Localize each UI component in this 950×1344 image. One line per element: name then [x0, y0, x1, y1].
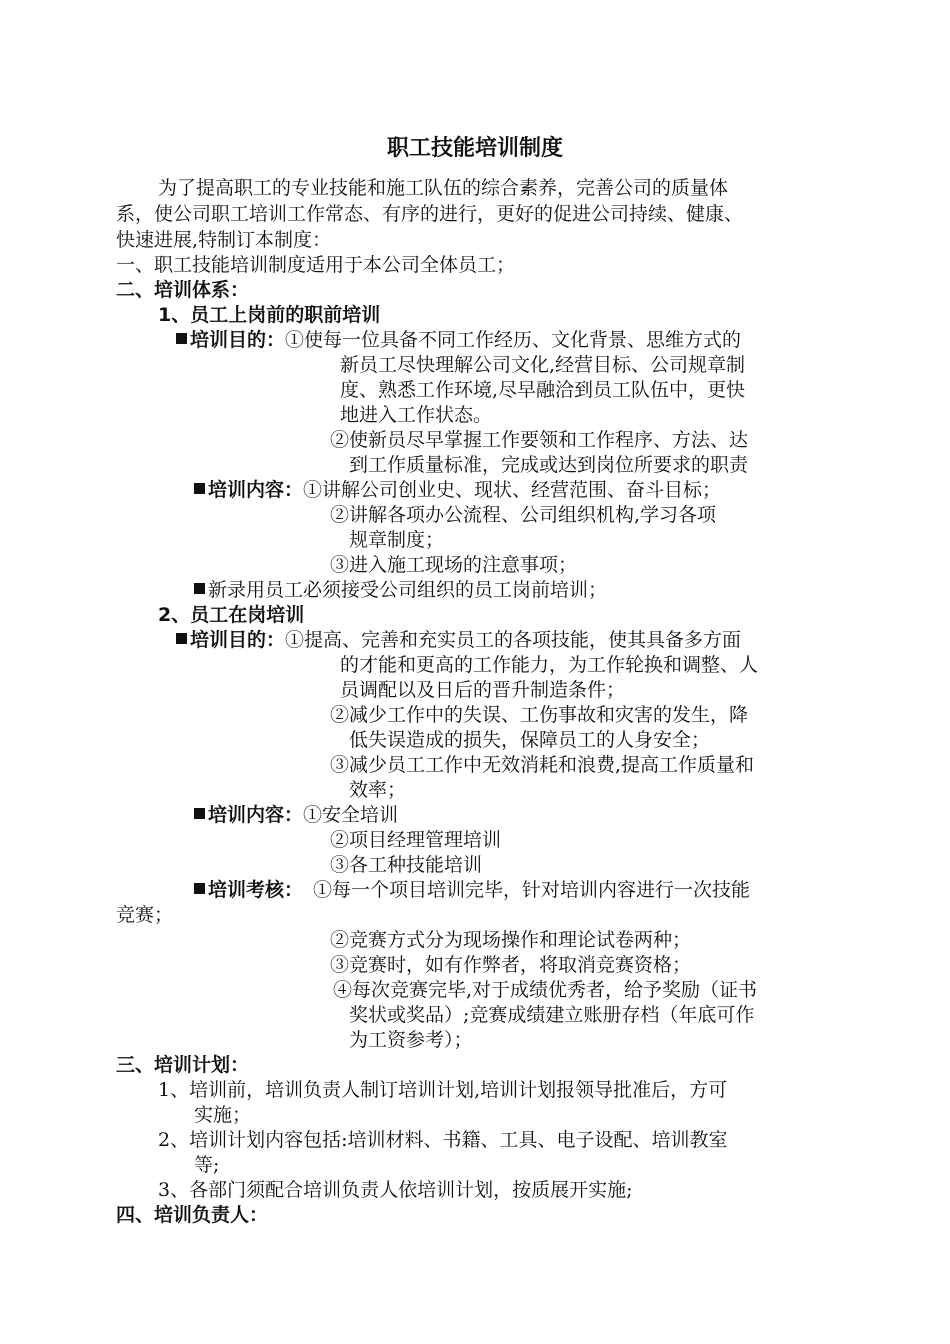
new-hire-text: 新录用员工必须接受公司组织的员工岗前培训；	[208, 579, 608, 601]
square-bullet-icon	[194, 483, 205, 494]
section-2-heading: 二、培训体系：	[116, 279, 250, 301]
square-bullet-icon	[194, 808, 205, 819]
subsection-1-heading: 1、员工上岗前的职前培训	[158, 304, 381, 326]
purpose-2-line: 效率；	[349, 779, 407, 801]
exam-item-4: ④每次竞赛完毕,对于成绩优秀者，给予奖励（证书	[333, 979, 758, 1001]
document-title: 职工技能培训制度	[386, 136, 563, 161]
section-1: 一、职工技能培训制度适用于本公司全体员工；	[116, 254, 516, 276]
purpose-1-line: 到工作质量标准，完成或达到岗位所要求的职责	[349, 454, 749, 476]
purpose-1-item-2: ②使新员尽早掌握工作要领和工作程序、方法、达	[330, 429, 749, 451]
square-bullet-icon	[194, 883, 205, 894]
purpose-1-line: 新员工尽快理解公司文化,经营目标、公司规章制	[340, 354, 746, 376]
content-2-item-3: ③各工种技能培训	[330, 854, 483, 876]
square-bullet-icon	[176, 333, 187, 344]
purpose-1-line: 度、熟悉工作环境,尽早融洽到员工队伍中，更快	[340, 379, 746, 401]
content-1-line: 规章制度；	[349, 529, 445, 551]
content-2-row	[194, 802, 398, 828]
exam-line: 竞赛；	[116, 904, 174, 926]
plan-line: 实施；	[194, 1104, 252, 1126]
subsection-2-heading: 2、员工在岗培训	[158, 604, 305, 626]
new-hire-row	[194, 577, 607, 603]
content-1-row	[194, 477, 721, 503]
content-2-item-1: ①安全培训	[303, 804, 399, 826]
purpose-2-item-2: ②减少工作中的失误、工伤事故和灾害的发生，降	[330, 704, 749, 726]
intro-line-1: 为了提高职工的专业技能和施工队伍的综合素养，完善公司的质量体	[158, 177, 729, 199]
plan-item-1: 1、培训前，培训负责人制订培训计划,培训计划报领导批准后，方可	[158, 1079, 728, 1101]
plan-line: 等;	[194, 1154, 220, 1176]
purpose-1-item-1: ①使每一位具备不同工作经历、文化背景、思维方式的	[285, 329, 742, 351]
content-label: 培训内容：	[208, 804, 304, 826]
exam-line: 奖状或奖品）;竞赛成绩建立账册存档（年底可作	[349, 1004, 755, 1026]
purpose-1-line: 地进入工作状态。	[340, 404, 493, 426]
section-3-heading: 三、培训计划：	[116, 1054, 250, 1076]
purpose-2-line: 低失误造成的损失，保障员工的人身安全；	[349, 729, 711, 751]
purpose-2-item-1: ①提高、完善和充实员工的各项技能，使其具备多方面	[285, 629, 742, 651]
content-1-item-1: ①讲解公司创业史、现状、经营范围、奋斗目标；	[303, 479, 722, 501]
content-1-item-2: ②讲解各项办公流程、公司组织机构,学习各项	[330, 504, 717, 526]
square-bullet-icon	[176, 633, 187, 644]
purpose-2-line: 员调配以及日后的晋升制造条件；	[340, 679, 626, 701]
content-1-item-3: ③进入施工现场的注意事项；	[330, 554, 578, 576]
plan-item-3: 3、各部门须配合培训负责人依培训计划，按质展开实施;	[158, 1179, 633, 1201]
content-label: 培训内容：	[208, 479, 304, 501]
plan-item-2: 2、培训计划内容包括:培训材料、书籍、工具、电子设配、培训教室	[158, 1129, 728, 1151]
purpose-label: 培训目的：	[190, 329, 286, 351]
exam-item-1: ①每一个项目培训完毕，针对培训内容进行一次技能	[313, 879, 751, 901]
content-2-item-2: ②项目经理管理培训	[330, 829, 502, 851]
purpose-2-row	[176, 627, 741, 653]
section-4-heading: 四、培训负责人：	[116, 1204, 269, 1226]
purpose-2-line: 的才能和更高的工作能力，为工作轮换和调整、人	[340, 654, 759, 676]
exam-item-3: ③竞赛时，如有作弊者，将取消竞赛资格；	[330, 954, 692, 976]
exam-line: 为工资参考）；	[349, 1029, 473, 1051]
purpose-1-row	[176, 327, 741, 353]
intro-line-2: 系，使公司职工培训工作常态、有序的进行，更好的促进公司持续、健康、	[116, 203, 744, 225]
purpose-2-item-3: ③减少员工工作中无效消耗和浪费,提高工作质量和	[330, 754, 755, 776]
exam-item-2: ②竞赛方式分为现场操作和理论试卷两种；	[330, 929, 692, 951]
exam-row	[194, 877, 750, 903]
intro-line-3: 快速进展,特制订本制度：	[116, 229, 332, 251]
exam-label: 培训考核：	[208, 879, 304, 901]
square-bullet-icon	[194, 583, 205, 594]
purpose-label: 培训目的：	[190, 629, 286, 651]
